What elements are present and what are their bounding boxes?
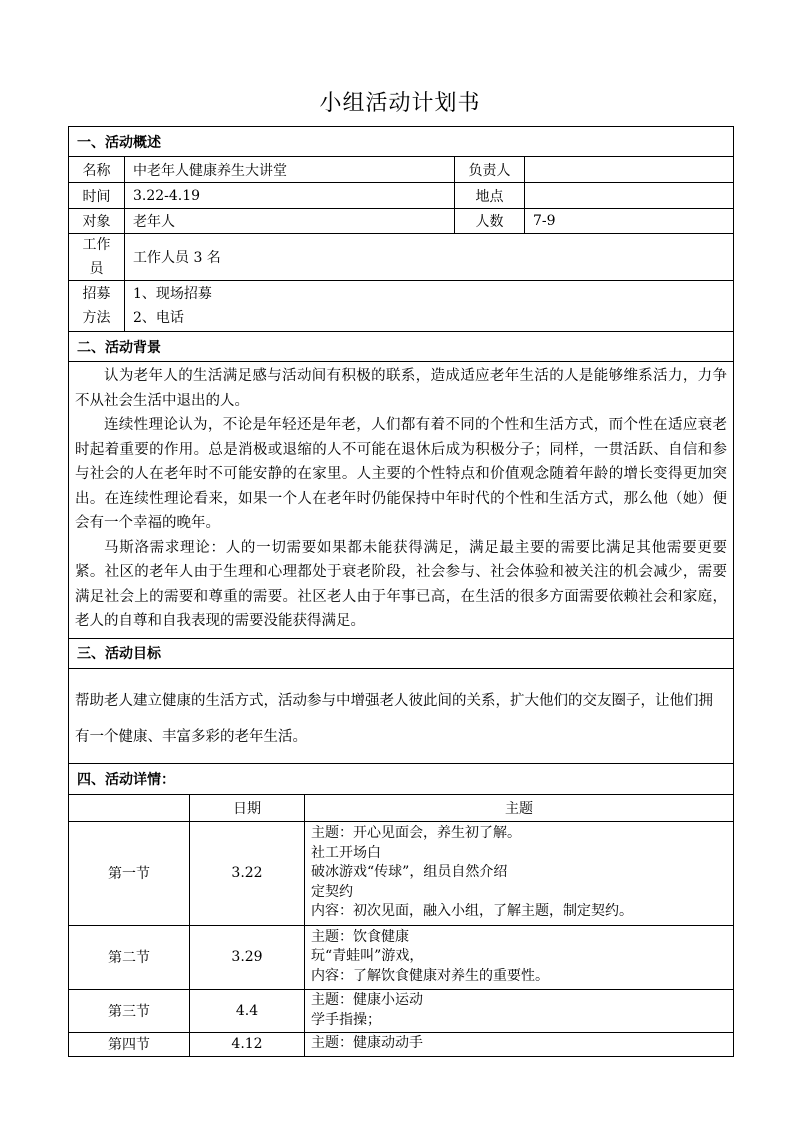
session-date: 4.4 xyxy=(190,990,305,1032)
session-line: 主题：健康小运动 xyxy=(311,992,423,1008)
session-line: 内容：了解饮食健康对养生的重要性。 xyxy=(311,967,549,984)
row-staff xyxy=(69,234,733,281)
plan-table xyxy=(68,126,734,1057)
schedule-row xyxy=(69,990,733,1033)
background-paragraph-2: 连续性理论认为，不论是年轻还是年老，人们都有着不同的个性和生活方式，而个性在适应衰老时起着重要的作用。总是消极或退缩的人不可能在退休后成为积极分子；同样，一贯活跃、自信和参与社会的人在老年时不可能安静的在家里。人主要的个性特点和价值观念随着年龄的增长变得更加突出。在连续性理论看来，如果一个人在老年时仍能保持中年时代的个性和生活方式，那么他（她）便会有一个幸福的晚年。 xyxy=(75,417,727,531)
session-name: 第三节 xyxy=(69,990,190,1032)
schedule-row xyxy=(69,1033,733,1057)
staff-label-line1: 工作 xyxy=(82,237,111,253)
session-theme xyxy=(305,822,733,925)
session-line: 社工开场白 xyxy=(311,844,381,861)
section-overview-heading: 一、活动概述 xyxy=(69,127,733,157)
session-line: 破冰游戏“传球”，组员自然介绍 xyxy=(311,864,508,881)
session-name: 第四节 xyxy=(69,1033,190,1056)
schedule-row xyxy=(69,926,733,990)
recruit-label-line2: 方法 xyxy=(82,310,111,326)
background-content-row xyxy=(69,362,733,639)
session-name: 第二节 xyxy=(69,926,190,989)
name-label: 名称 xyxy=(69,157,125,182)
row-target xyxy=(69,209,733,234)
name-value: 中老年人健康养生大讲堂 xyxy=(125,157,455,182)
row-recruit xyxy=(69,281,733,332)
schedule-header-row xyxy=(69,795,733,822)
schedule-header-date: 日期 xyxy=(190,795,305,821)
session-theme xyxy=(305,990,733,1032)
session-theme xyxy=(305,1033,733,1056)
goals-text: 帮助老人建立健康的生活方式，活动参与中增强老人彼此间的关系，扩大他们的交友圈子，让他们拥有一个健康、丰富多彩的老年生活。 xyxy=(75,692,713,745)
session-line: 内容：初次见面，融入小组，了解主题，制定契约。 xyxy=(311,903,633,920)
section-details-heading: 四、活动详情： xyxy=(69,764,733,795)
target-value: 老年人 xyxy=(125,209,455,233)
schedule-header-theme: 主题 xyxy=(505,800,533,817)
session-date: 3.29 xyxy=(190,926,305,989)
section-background-heading: 二、活动背景 xyxy=(69,332,733,362)
time-value: 3.22-4.19 xyxy=(125,183,455,208)
session-line: 主题：开心见面会，养生初了解。 xyxy=(311,825,521,842)
row-time xyxy=(69,183,733,209)
row-name xyxy=(69,157,733,183)
place-value xyxy=(525,183,733,208)
count-value: 7-9 xyxy=(533,213,556,229)
session-line: 定契约 xyxy=(311,883,353,900)
background-paragraph-3: 马斯洛需求理论：人的一切需要如果都未能获得满足，满足最主要的需要比满足其他需要更要紧。社区的老年人由于生理和心理都处于衰老阶段，社会参与、社会体验和被关注的机会减少，需要满足社会上的需要和尊重的需要。社区老人由于年事已高，在生活的很多方面需要依赖社会和家庭，老人的自尊和自我表现的需要没能获得满足。 xyxy=(75,539,727,629)
recruit-label-line1: 招募 xyxy=(82,286,111,302)
session-theme xyxy=(305,926,733,989)
staff-label xyxy=(69,234,125,280)
session-line: 玩“青蛙叫”游戏， xyxy=(311,948,424,965)
staff-value: 工作人员 3 名 xyxy=(133,250,221,266)
recruit-label xyxy=(69,281,125,331)
background-text xyxy=(69,362,733,638)
schedule-header-blank xyxy=(69,795,190,821)
session-line: 主题：饮食健康 xyxy=(311,928,409,945)
place-label: 地点 xyxy=(455,183,525,208)
staff-label-line2: 员 xyxy=(89,261,104,277)
document-title: 小组活动计划书 xyxy=(319,91,481,116)
goals-content-row xyxy=(69,669,733,764)
session-line: 主题：健康动动手 xyxy=(311,1035,423,1052)
leader-value xyxy=(525,157,733,182)
recruit-method-1: 1、现场招募 xyxy=(133,286,212,302)
session-date: 3.22 xyxy=(190,822,305,925)
leader-label: 负责人 xyxy=(455,157,525,182)
section-goals-heading: 三、活动目标 xyxy=(69,639,733,669)
session-date: 4.12 xyxy=(190,1033,305,1056)
recruit-methods xyxy=(125,281,733,331)
time-label: 时间 xyxy=(69,183,125,208)
schedule-row xyxy=(69,822,733,926)
background-paragraph-1: 认为老年人的生活满足感与活动间有积极的联系，造成适应老年生活的人是能够维系活力，力争不从社会生活中退出的人。 xyxy=(75,368,727,409)
session-line: 学手指操； xyxy=(311,1011,381,1028)
recruit-method-2: 2、电话 xyxy=(133,310,184,326)
count-label: 人数 xyxy=(455,209,525,233)
target-label: 对象 xyxy=(69,209,125,233)
session-name: 第一节 xyxy=(69,822,190,925)
